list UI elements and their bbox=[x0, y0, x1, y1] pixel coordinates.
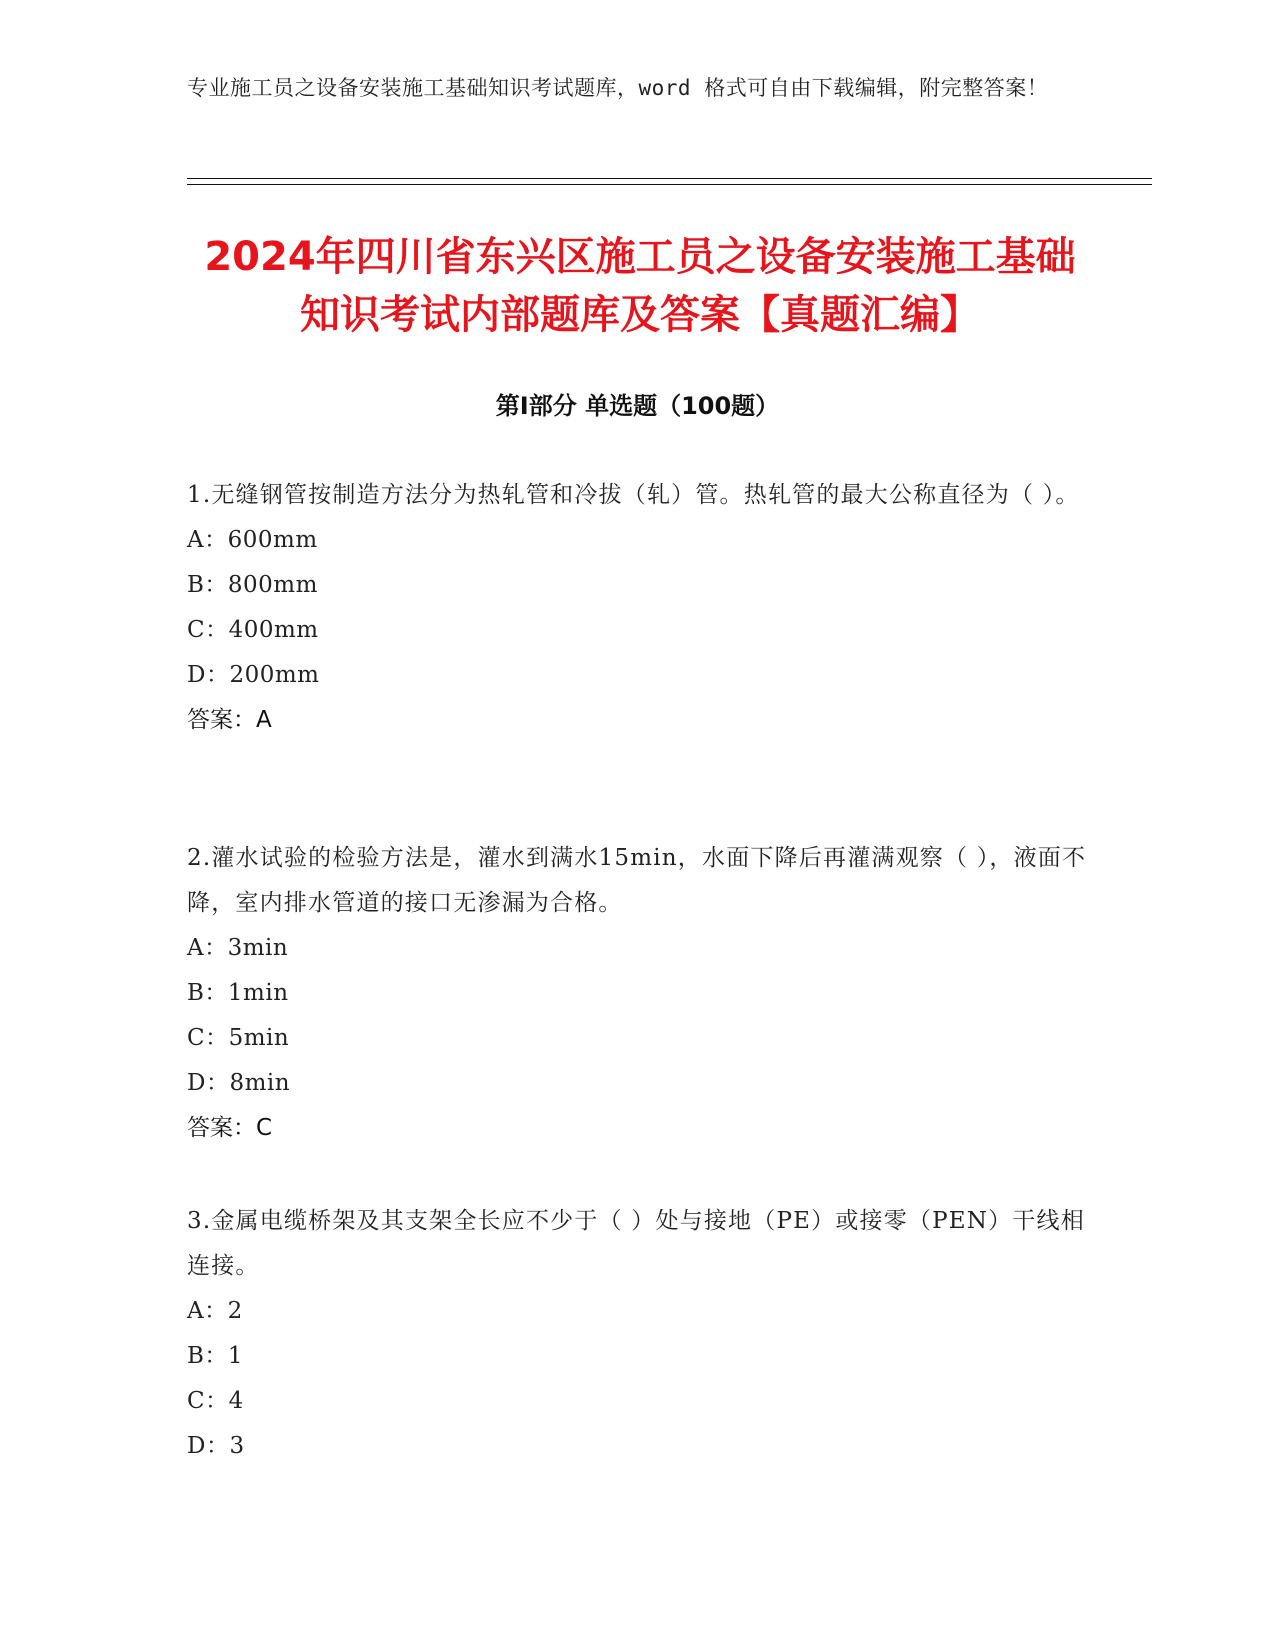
header-note: 专业施工员之设备安装施工基础知识考试题库，word 格式可自由下载编辑，附完整答案！ bbox=[187, 76, 1049, 100]
option-d: D：200mm bbox=[187, 662, 320, 688]
option-a: A：3min bbox=[187, 935, 289, 961]
question-2 bbox=[187, 836, 1087, 1151]
header-rule-bottom bbox=[187, 184, 1152, 185]
option-d: D：3 bbox=[187, 1433, 245, 1459]
question-stem: 2.灌水试验的检验方法是，灌水到满水15min，水面下降后再灌满观察（ ），液面不降，室内排水管道的接口无渗漏为合格。 bbox=[187, 845, 1087, 916]
question-1 bbox=[187, 473, 1087, 743]
option-a: A：2 bbox=[187, 1298, 243, 1324]
option-c: C：5min bbox=[187, 1025, 290, 1051]
section-title: 第Ⅰ部分 单选题（100题） bbox=[495, 392, 780, 420]
option-c: C：400mm bbox=[187, 617, 319, 643]
answer: 答案：C bbox=[187, 1115, 273, 1141]
document-title: 2024年四川省东兴区施工员之设备安装施工基础知识考试内部题库及答案【真题汇编】 bbox=[204, 234, 1076, 338]
answer: 答案：A bbox=[187, 707, 272, 733]
option-b: B：1 bbox=[187, 1343, 244, 1369]
question-stem: 1.无缝钢管按制造方法分为热轧管和冷拔（轧）管。热轧管的最大公称直径为（ ）。 bbox=[187, 482, 1080, 508]
question-3 bbox=[187, 1199, 1087, 1469]
option-c: C：4 bbox=[187, 1388, 244, 1414]
option-d: D：8min bbox=[187, 1070, 291, 1096]
option-b: B：800mm bbox=[187, 572, 318, 598]
option-a: A：600mm bbox=[187, 527, 318, 553]
option-b: B：1min bbox=[187, 980, 289, 1006]
header-rule-top bbox=[187, 178, 1152, 179]
question-stem: 3.金属电缆桥架及其支架全长应不少于（ ）处与接地（PE）或接零（PEN）干线相连接。 bbox=[187, 1208, 1085, 1279]
